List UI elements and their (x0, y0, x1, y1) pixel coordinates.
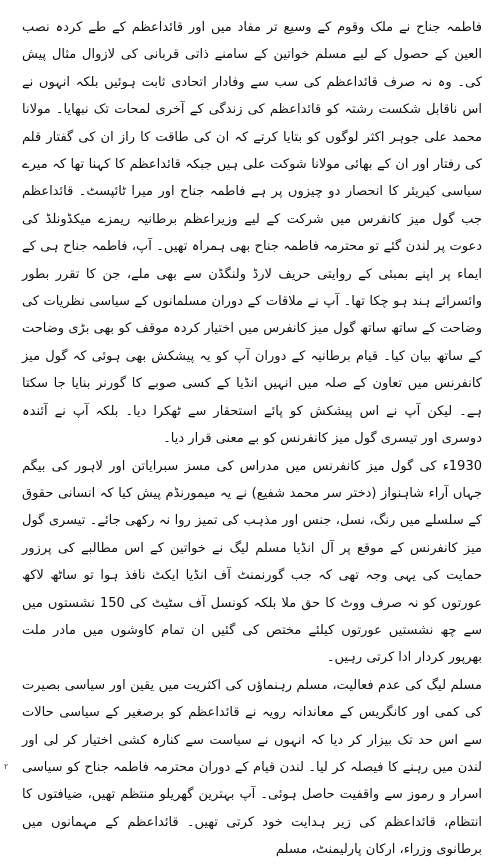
paragraph-1: فاطمہ جناح نے ملک وقوم کے وسیع تر مفاد میں اور قائداعظم کے طے کردہ نصب العین کے حصول کے لیے مسلم خواتین کے سامنے ذاتی قربانی کی لازوال مثال پیش کی۔ وہ نہ صرف قائداعظم کی سب سے وفادار اتحادی ثابت ہوئیں بلکہ انہوں نے اس ناقابل شکست رشتہ کو قائداعظم کی زندگی کے آخری لمحات تک نبھایا۔ مولانا محمد علی جوہر اکثر لوگوں کو بتایا کرتے کہ ان کی طاقت کا راز ان کی گفتار قلم کی رفتار اور ان کے بھائی مولانا شوکت علی ہیں جبکہ قائداعظم کا کہنا تھا کہ میرے سیاسی کیریئر کا انحصار دو چیزوں پر ہے فاطمہ جناح اور میرا ٹائپسٹ۔ قائداعظم جب گول میز کانفرس میں شرکت کے لیے وزیراعظم برطانیہ ریمزے میکڈونلڈ کی دعوت پر لندن گئے تو محترمہ فاطمہ جناح بھی ہمراہ تھیں۔ آپ، فاطمہ جناح ہی کے ایماء پر اپنے بمبئی کے روایتی حریف لارڈ ولنگڈن سے بھی ملے، جن کا تقرر بطور وائسرائے ہند ہو چکا تھا۔ آپ نے ملاقات کے دوران مسلمانوں کے سیاسی نظریات کی وضاحت کے ساتھ ساتھ گول میز کانفرس میں اختیار کردہ موقف کو بھی بڑی وضاحت کے ساتھ بیان کیا۔ قیام برطانیہ کے دوران آپ کو یہ پیشکش بھی ہوئی کہ گول میز کانفرنس میں تعاون کے صلہ میں انہیں انڈیا کے کسی صوبے کا گورنر بنایا جا سکتا ہے۔ لیکن آپ نے اس پیشکش کو پائے استحقار سے ٹھکرا دیا۔ بلکہ آپ نے آئندہ دوسری اور تیسری گول میز کانفرنس کو بے معنی قرار دیا۔ (22, 20, 482, 447)
page-mark: ۲ (4, 762, 9, 771)
paragraph-3: مسلم لیگ کی عدم فعالیت، مسلم رہنماؤں کی اکثریت میں یقین اور سیاسی بصیرت کی کمی اور کانگریس کے معاندانہ رویہ نے قائداعظم کو برصغیر کے سیاسی حالات سے اس حد تک بیزار کر دیا کہ انہوں نے سیاست سے کنارہ کشی اختیار کر لی اور لندن میں رہنے کا فیصلہ کر لیا۔ لندن قیام کے دوران محترمہ فاطمہ جناح کو سیاسی اسرار و رموز سے واقفیت حاصل ہوئی۔ آپ بہترین گھریلو منتظم تھیں، ضیافتوں کا انتظام، قائداعظم کی زیر ہدایت خود کرتی تھیں۔ قائداعظم کے مہمانوں میں برطانوی وزراء، ارکان پارلیمنٹ، مسلم (22, 677, 482, 858)
paragraph-2: 1930ء کی گول میز کانفرنس میں مدراس کی مسز سبرایاتن اور لاہور کی بیگم جہاں آراء شاہنواز (دختر سر محمد شفیع) نے یہ میمورنڈم پیش کیا کہ انسانی حقوق کے سلسلے میں رنگ، نسل، جنس اور مذہب کی تمیز روا نہ رکھی جائے۔ تیسری گول میز کانفرنس کے موقع پر آل انڈیا مسلم لیگ نے خواتین کے اس مطالبے کی پرزور حمایت کی یہی وجہ تھی کہ جب گورنمنٹ آف انڈیا ایکٹ نافذ ہوا تو ساٹھ لاکھ عورتوں کو نہ صرف ووٹ کا حق ملا بلکہ کونسل آف سٹیٹ کی 150 نشستوں میں سے چھ نشستیں عورتوں کیلئے مختص کی گئیں ان تمام کاوشوں میں مادر ملت بھرپور کردار ادا کرتی رہیں۔ (22, 458, 483, 666)
